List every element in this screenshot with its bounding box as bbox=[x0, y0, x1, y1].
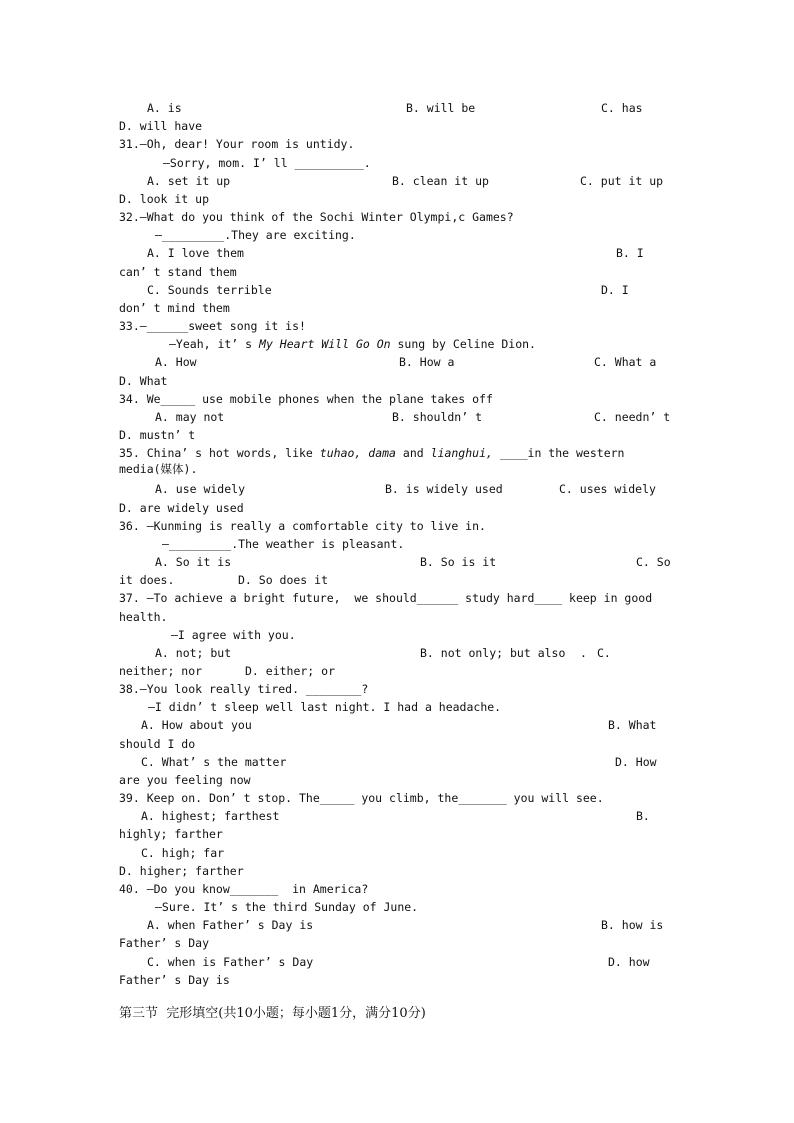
q40-option-b-continued: Father’ s Day bbox=[119, 936, 210, 950]
q39-stem: 39. Keep on. Don’ t stop. The_____ you climb, the_______ you will see. bbox=[119, 791, 604, 805]
q38-stem: 38.—You look really tired. ________? bbox=[119, 682, 369, 696]
q35-option-a: A. use widely bbox=[155, 482, 246, 496]
q37-option-b: B. not only; but also bbox=[420, 646, 566, 660]
q37-option-a: A. not; but bbox=[155, 646, 232, 660]
q33-stem: 33.—______sweet song it is! bbox=[119, 319, 306, 333]
q31-option-b: B. clean it up bbox=[392, 174, 489, 188]
q33-reply bbox=[169, 336, 536, 352]
q33-reply-start: —Yeah, it’ s bbox=[169, 337, 260, 351]
q32-option-b: B. I bbox=[616, 246, 644, 260]
q31-option-c: C. put it up bbox=[580, 174, 664, 188]
q36-stem: 36. —Kunming is really a comfortable city to live in. bbox=[119, 519, 486, 533]
q34-option-c: C. needn’ t bbox=[594, 410, 671, 424]
q31-stem: 31.—Oh, dear! Your room is untidy. bbox=[119, 137, 355, 151]
q32-option-d: D. I bbox=[601, 283, 629, 297]
q35-and: and bbox=[395, 446, 431, 460]
q35-option-c: C. uses widely bbox=[559, 482, 656, 496]
song-title: My Heart Will Go On bbox=[259, 337, 391, 351]
q38-reply: —I didn’ t sleep well last night. I had a headache. bbox=[148, 700, 502, 714]
section-heading: 第三节 完形填空(共10小题；每小题1分，满分10分) bbox=[119, 1006, 426, 1021]
q38-option-d-continued: are you feeling now bbox=[119, 773, 251, 787]
q32-option-a: A. I love them bbox=[147, 246, 244, 260]
q39-option-b-continued: highly; farther bbox=[119, 827, 223, 841]
hot-word-lianghui: lianghui, bbox=[430, 446, 493, 460]
q37-stem: 37. —To achieve a bright future, we should______ study hard____ keep in good bbox=[119, 591, 653, 605]
q36-option-c: C. So bbox=[636, 555, 671, 569]
q34-option-b: B. shouldn’ t bbox=[392, 410, 483, 424]
q40-option-a: A. when Father’ s Day is bbox=[147, 918, 314, 932]
q39-option-c: C. high; far bbox=[141, 846, 225, 860]
q30-option-c: C. has bbox=[601, 101, 643, 115]
q32-stem: 32.—What do you think of the Sochi Winter Olympi,c Games? bbox=[119, 210, 514, 224]
q32-option-d-continued: don’ t mind them bbox=[119, 301, 230, 315]
q38-option-b: B. What bbox=[608, 718, 657, 732]
q35-stem-continued: media(媒体). bbox=[119, 462, 198, 476]
q36-option-c-continued: it does. bbox=[119, 573, 175, 587]
q36-option-d: D. So does it bbox=[238, 573, 329, 587]
q40-stem: 40. —Do you know_______ in America? bbox=[119, 882, 369, 896]
q37-reply: —I agree with you. bbox=[171, 628, 296, 642]
q39-option-d: D. higher; farther bbox=[119, 864, 244, 878]
q38-option-b-continued: should I do bbox=[119, 737, 196, 751]
q35-stem-end: ____in the western bbox=[492, 446, 625, 460]
q33-option-a: A. How bbox=[155, 355, 197, 369]
q40-reply: —Sure. It’ s the third Sunday of June. bbox=[155, 900, 419, 914]
q31-reply: —Sorry, mom. I’ ll __________. bbox=[163, 156, 371, 170]
q34-stem: 34. We_____ use mobile phones when the plane takes off bbox=[119, 392, 493, 406]
q32-option-c: C. Sounds terrible bbox=[147, 283, 272, 297]
q31-option-a: A. set it up bbox=[147, 174, 231, 188]
q33-reply-end: sung by Celine Dion. bbox=[390, 337, 536, 351]
q38-option-a: A. How about you bbox=[141, 718, 252, 732]
q36-reply: —_________.The weather is pleasant. bbox=[162, 537, 405, 551]
q33-option-b: B. How a bbox=[399, 355, 455, 369]
q34-option-d: D. mustn’ t bbox=[119, 428, 196, 442]
q32-reply: —_________.They are exciting. bbox=[155, 228, 356, 242]
q30-option-b: B. will be bbox=[406, 101, 476, 115]
q33-option-d: D. What bbox=[119, 374, 168, 388]
q39-option-a: A. highest; farthest bbox=[141, 809, 280, 823]
q40-option-d: D. how bbox=[608, 955, 650, 969]
q35-stem-start: 35. China’ s hot words, like bbox=[119, 446, 320, 460]
q34-option-a: A. may not bbox=[155, 410, 225, 424]
q37-option-c-continued: neither; nor bbox=[119, 664, 203, 678]
hot-word-dama: dama bbox=[368, 446, 396, 460]
q37-stray-dot: . bbox=[580, 646, 587, 660]
q40-option-b: B. how is bbox=[601, 918, 664, 932]
q38-option-c: C. What’ s the matter bbox=[141, 755, 287, 769]
q32-option-b-continued: can’ t stand them bbox=[119, 265, 237, 279]
q39-option-b: B. bbox=[636, 809, 650, 823]
q35-option-b: B. is widely used bbox=[385, 482, 503, 496]
q37-option-d: D. either; or bbox=[245, 664, 336, 678]
q37-stem-continued: health. bbox=[119, 610, 168, 624]
q37-option-c: C. bbox=[597, 646, 611, 660]
q40-option-c: C. when is Father’ s Day bbox=[147, 955, 314, 969]
q35-option-d: D. are widely used bbox=[119, 501, 244, 515]
q40-option-d-continued: Father’ s Day is bbox=[119, 973, 230, 987]
hot-word-tuhao: tuhao, bbox=[319, 446, 362, 460]
q35-stem bbox=[119, 445, 624, 461]
q33-option-c: C. What a bbox=[594, 355, 657, 369]
q38-option-d: D. How bbox=[615, 755, 657, 769]
q36-option-b: B. So is it bbox=[420, 555, 497, 569]
q36-option-a: A. So it is bbox=[155, 555, 232, 569]
q30-option-d: D. will have bbox=[119, 119, 203, 133]
q30-option-a: A. is bbox=[147, 101, 182, 115]
q31-option-d: D. look it up bbox=[119, 192, 210, 206]
